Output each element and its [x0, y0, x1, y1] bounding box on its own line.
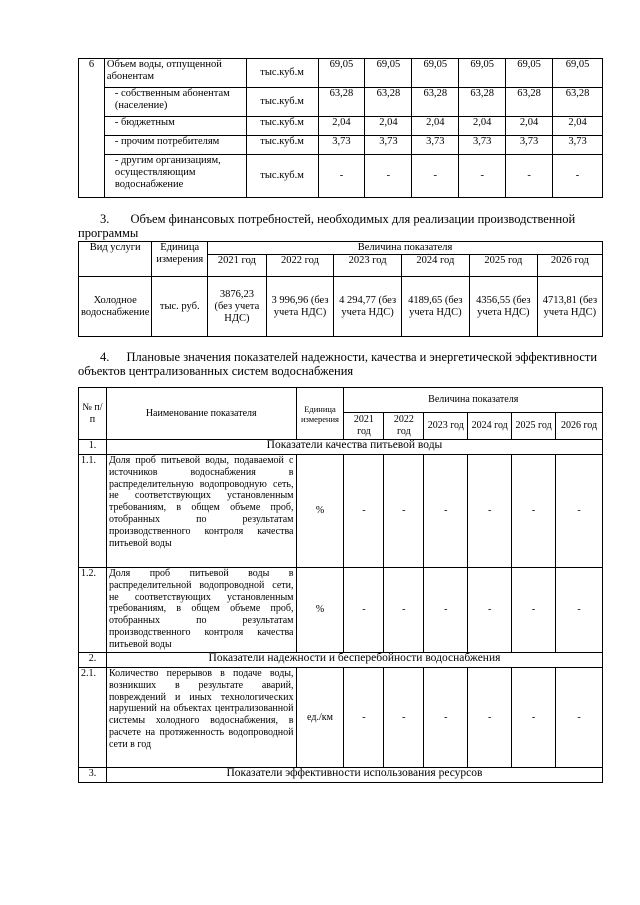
row-value: 3 996,96 (без учета НДС) — [266, 277, 334, 337]
row-value: - — [506, 155, 553, 198]
year-header: 2023 год — [424, 413, 468, 440]
header-unit: Единица измерения — [152, 242, 208, 277]
row-value: 63,28 — [459, 88, 506, 117]
item-value: - — [512, 568, 556, 653]
section-num: 1. — [79, 440, 107, 455]
item-name: Доля проб питьевой воды, подаваемой с источников водоснабжения в распределительную водопроводную сеть, не соответствующих установленным требованиям, в общем объеме проб, отобранных по результатам производственного контроля качества питьевой воды — [106, 455, 296, 568]
year-header: 2026 год — [556, 413, 603, 440]
row-number: 6 — [79, 59, 105, 198]
table-row — [79, 455, 603, 568]
item-value: - — [512, 668, 556, 768]
row-unit: тыс.куб.м — [246, 136, 318, 155]
row-value: 63,28 — [412, 88, 459, 117]
row-unit: тыс.куб.м — [246, 117, 318, 136]
row-value: 63,28 — [553, 88, 603, 117]
header-value: Величина показателя — [344, 388, 603, 413]
row-service: Холодное водоснабжение — [79, 277, 152, 337]
row-value: 3,73 — [365, 136, 412, 155]
table-row — [79, 136, 603, 155]
row-name: - бюджетным — [104, 117, 246, 136]
item-value: - — [468, 668, 512, 768]
row-value: 2,04 — [553, 117, 603, 136]
item-value: - — [424, 668, 468, 768]
section-title: Плановые значения показателей надежности, качества и энергетической эффективности объектов централизованных систем водоснабжения — [78, 350, 598, 378]
row-value: 4356,55 (без учета НДС) — [469, 277, 537, 337]
year-header: 2021 год — [208, 255, 267, 277]
row-value: - — [459, 155, 506, 198]
section-title: Показатели надежности и бесперебойности водоснабжения — [106, 653, 602, 668]
row-value: 2,04 — [412, 117, 459, 136]
item-value: - — [344, 455, 384, 568]
section-num: 3. — [79, 768, 107, 783]
row-unit: тыс.куб.м — [246, 88, 318, 117]
row-unit: тыс. руб. — [152, 277, 208, 337]
row-value: 4713,81 (без учета НДС) — [537, 277, 602, 337]
row-value: 63,28 — [365, 88, 412, 117]
row-unit: тыс.куб.м — [246, 59, 318, 88]
row-name: - другим организациям, осуществляющим водоснабжение — [104, 155, 246, 198]
row-value: 3,73 — [412, 136, 459, 155]
row-value: 2,04 — [459, 117, 506, 136]
section-number: 3. — [100, 212, 110, 226]
item-value: - — [468, 455, 512, 568]
item-unit: % — [296, 568, 344, 653]
row-value: 69,05 — [553, 59, 603, 88]
row-value: - — [365, 155, 412, 198]
section-title: Объем финансовых потребностей, необходимых для реализации производственной программы — [78, 212, 576, 240]
row-value: 2,04 — [365, 117, 412, 136]
item-name: Доля проб питьевой воды в распределительной водопроводной сети, не соответствующих установленным требованиям, в общем объеме проб, отобранных по результатам производственного контроля качества питьевой воды — [106, 568, 296, 653]
item-value: - — [556, 668, 603, 768]
year-header: 2025 год — [469, 255, 537, 277]
item-value: - — [384, 455, 424, 568]
row-value: 69,05 — [365, 59, 412, 88]
item-num: 1.2. — [79, 568, 107, 653]
item-value: - — [384, 568, 424, 653]
water-volume-table — [78, 58, 603, 198]
row-value: 4 294,77 (без учета НДС) — [334, 277, 402, 337]
row-value: 3876,23 (без учета НДС) — [208, 277, 267, 337]
section-num: 2. — [79, 653, 107, 668]
item-name: Количество перерывов в подаче воды, возникших в результате аварий, повреждений и иных технологических нарушений на объектах централизованной системы холодного водоснабжения, в расчете на протяженность водопроводной сети в год — [106, 668, 296, 768]
row-name: Объем воды, отпущенной абонентам — [104, 59, 246, 88]
section-row — [79, 768, 603, 783]
item-value: - — [344, 568, 384, 653]
table-row — [79, 88, 603, 117]
row-value: 69,05 — [506, 59, 553, 88]
row-value: 69,05 — [459, 59, 506, 88]
row-value: 3,73 — [459, 136, 506, 155]
item-unit: ед./км — [296, 668, 344, 768]
section-4-heading — [78, 350, 604, 378]
row-value: 3,73 — [553, 136, 603, 155]
header-service: Вид услуги — [79, 242, 152, 277]
indicators-table — [78, 387, 603, 783]
header-unit: Единица измерения — [296, 388, 344, 440]
section-number: 4. — [100, 350, 110, 364]
item-value: - — [384, 668, 424, 768]
row-value: 2,04 — [318, 117, 365, 136]
year-header: 2021 год — [344, 413, 384, 440]
year-header: 2022 год — [266, 255, 334, 277]
year-header: 2024 год — [401, 255, 469, 277]
section-title: Показатели эффективности использования ресурсов — [106, 768, 602, 783]
table-row — [79, 59, 603, 88]
row-name: - прочим потребителям — [104, 136, 246, 155]
item-value: - — [468, 568, 512, 653]
table-row — [79, 117, 603, 136]
item-num: 2.1. — [79, 668, 107, 768]
year-header: 2025 год — [512, 413, 556, 440]
row-unit: тыс.куб.м — [246, 155, 318, 198]
row-value: - — [318, 155, 365, 198]
row-value: 4189,65 (без учета НДС) — [401, 277, 469, 337]
year-header: 2022 год — [384, 413, 424, 440]
row-value: 2,04 — [506, 117, 553, 136]
table-row — [79, 568, 603, 653]
row-value: 69,05 — [412, 59, 459, 88]
row-value: 69,05 — [318, 59, 365, 88]
item-value: - — [556, 568, 603, 653]
row-name: - собственным абонентам (население) — [104, 88, 246, 117]
table-header-row — [79, 242, 603, 255]
item-value: - — [512, 455, 556, 568]
row-value: 63,28 — [506, 88, 553, 117]
item-value: - — [424, 455, 468, 568]
section-row — [79, 653, 603, 668]
table-row — [79, 277, 603, 337]
section-row — [79, 440, 603, 455]
item-unit: % — [296, 455, 344, 568]
year-header: 2023 год — [334, 255, 402, 277]
item-value: - — [424, 568, 468, 653]
section-3-heading — [78, 212, 604, 240]
item-value: - — [344, 668, 384, 768]
table-header-row — [79, 388, 603, 413]
section-title: Показатели качества питьевой воды — [106, 440, 602, 455]
item-num: 1.1. — [79, 455, 107, 568]
row-value: 3,73 — [318, 136, 365, 155]
row-value: - — [553, 155, 603, 198]
table-row — [79, 668, 603, 768]
table-row — [79, 155, 603, 198]
row-value: 3,73 — [506, 136, 553, 155]
year-header: 2026 год — [537, 255, 602, 277]
item-value: - — [556, 455, 603, 568]
financial-needs-table — [78, 241, 603, 337]
header-name: Наименование показателя — [106, 388, 296, 440]
header-num: № п/п — [79, 388, 107, 440]
row-value: 63,28 — [318, 88, 365, 117]
header-value: Величина показателя — [208, 242, 603, 255]
year-header: 2024 год — [468, 413, 512, 440]
row-value: - — [412, 155, 459, 198]
